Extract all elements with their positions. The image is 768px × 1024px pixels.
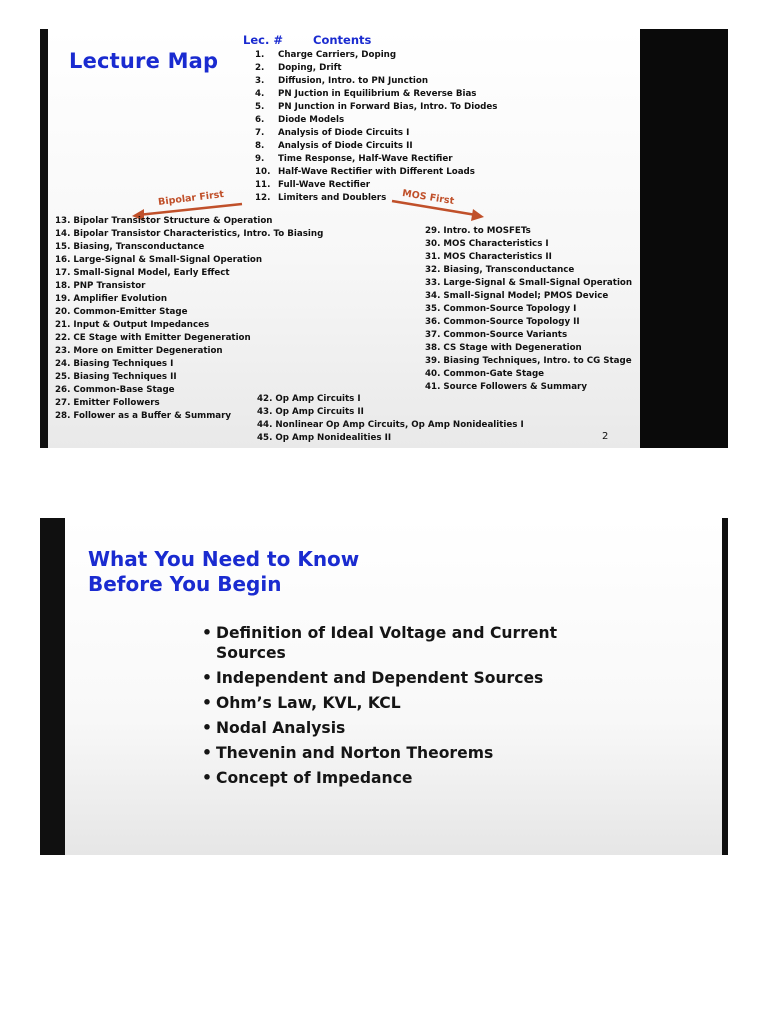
slide-left-border <box>40 518 65 855</box>
list-item: 41. Source Followers & Summary <box>425 382 588 392</box>
list-item: 37. Common-Source Variants <box>425 330 568 340</box>
list-item: 28. Follower as a Buffer & Summary <box>55 411 232 421</box>
bipolar-lecture-list <box>55 215 323 423</box>
mos-first-label: MOS First <box>401 187 455 208</box>
mos-lecture-list <box>425 225 632 394</box>
list-item: • Nodal Analysis <box>202 718 576 738</box>
lec-number-header: Lec. # <box>243 33 283 47</box>
list-item: 1. Charge Carriers, Doping <box>255 50 397 60</box>
list-item: • Definition of Ideal Voltage and Current Sources <box>202 623 576 663</box>
list-item: 38. CS Stage with Degeneration <box>425 343 582 353</box>
list-item: 43. Op Amp Circuits II <box>257 407 364 417</box>
prerequisite-list <box>202 623 576 793</box>
list-item: 19. Amplifier Evolution <box>55 294 168 304</box>
list-item: 26. Common-Base Stage <box>55 385 175 395</box>
opamp-lecture-list <box>257 393 524 445</box>
slide-right-border <box>722 518 728 855</box>
list-item: 6. Diode Models <box>255 115 345 125</box>
list-item: • Concept of Impedance <box>202 768 576 788</box>
list-item: 27. Emitter Followers <box>55 398 160 408</box>
slide-title: Lecture Map <box>69 49 219 73</box>
title-line-2: Before You Begin <box>88 572 282 596</box>
list-item: 24. Biasing Techniques I <box>55 359 174 369</box>
list-item: 5. PN Junction in Forward Bias, Intro. To Diodes <box>255 102 498 112</box>
list-item: 44. Nonlinear Op Amp Circuits, Op Amp Nonidealities I <box>257 420 524 430</box>
prerequisites-slide <box>40 518 728 855</box>
list-item: 25. Biasing Techniques II <box>55 372 177 382</box>
list-item: 10. Half-Wave Rectifier with Different Loads <box>255 167 475 177</box>
lecture-map-slide <box>40 29 728 448</box>
list-item: 33. Large-Signal & Small-Signal Operation <box>425 278 633 288</box>
slide-title <box>88 547 359 597</box>
list-item: 3. Diffusion, Intro. to PN Junction <box>255 76 429 86</box>
bipolar-first-label: Bipolar First <box>157 189 225 208</box>
list-item: 7. Analysis of Diode Circuits I <box>255 128 410 138</box>
page-number: 2 <box>602 431 609 442</box>
list-item: 2. Doping, Drift <box>255 63 342 73</box>
list-item: 21. Input & Output Impedances <box>55 320 210 330</box>
contents-header: Contents <box>313 33 372 47</box>
list-item: 9. Time Response, Half-Wave Rectifier <box>255 154 453 164</box>
list-item: 34. Small-Signal Model; PMOS Device <box>425 291 609 301</box>
list-item: 17. Small-Signal Model, Early Effect <box>55 268 230 278</box>
title-line-1: What You Need to Know <box>88 547 360 571</box>
list-item: 35. Common-Source Topology I <box>425 304 577 314</box>
list-item: • Ohm’s Law, KVL, KCL <box>202 693 576 713</box>
list-item: 18. PNP Transistor <box>55 281 146 291</box>
list-item: 32. Biasing, Transconductance <box>425 265 575 275</box>
list-item: 23. More on Emitter Degeneration <box>55 346 223 356</box>
list-item: 11. Full-Wave Rectifier <box>255 180 371 190</box>
list-item: 39. Biasing Techniques, Intro. to CG Stage <box>425 356 632 366</box>
list-item: 20. Common-Emitter Stage <box>55 307 188 317</box>
list-item: 14. Bipolar Transistor Characteristics, Intro. To Biasing <box>55 229 324 239</box>
list-item: 40. Common-Gate Stage <box>425 369 545 379</box>
list-item: 30. MOS Characteristics I <box>425 239 549 249</box>
list-item: 13. Bipolar Transistor Structure & Operation <box>55 216 273 226</box>
list-item: 31. MOS Characteristics II <box>425 252 552 262</box>
list-item: 16. Large-Signal & Small-Signal Operation <box>55 255 263 265</box>
list-item: 36. Common-Source Topology II <box>425 317 580 327</box>
list-item: • Independent and Dependent Sources <box>202 668 576 688</box>
list-item: 29. Intro. to MOSFETs <box>425 226 531 236</box>
list-item: 4. PN Juction in Equilibrium & Reverse Bias <box>255 89 477 99</box>
list-item: 12. Limiters and Doublers <box>255 193 387 203</box>
list-item: 42. Op Amp Circuits I <box>257 394 361 404</box>
list-item: 22. CE Stage with Emitter Degeneration <box>55 333 251 343</box>
slide-right-border <box>640 29 728 448</box>
list-item: 45. Op Amp Nonidealities II <box>257 433 392 443</box>
list-item: 8. Analysis of Diode Circuits II <box>255 141 413 151</box>
list-item: 15. Biasing, Transconductance <box>55 242 205 252</box>
list-item: • Thevenin and Norton Theorems <box>202 743 576 763</box>
